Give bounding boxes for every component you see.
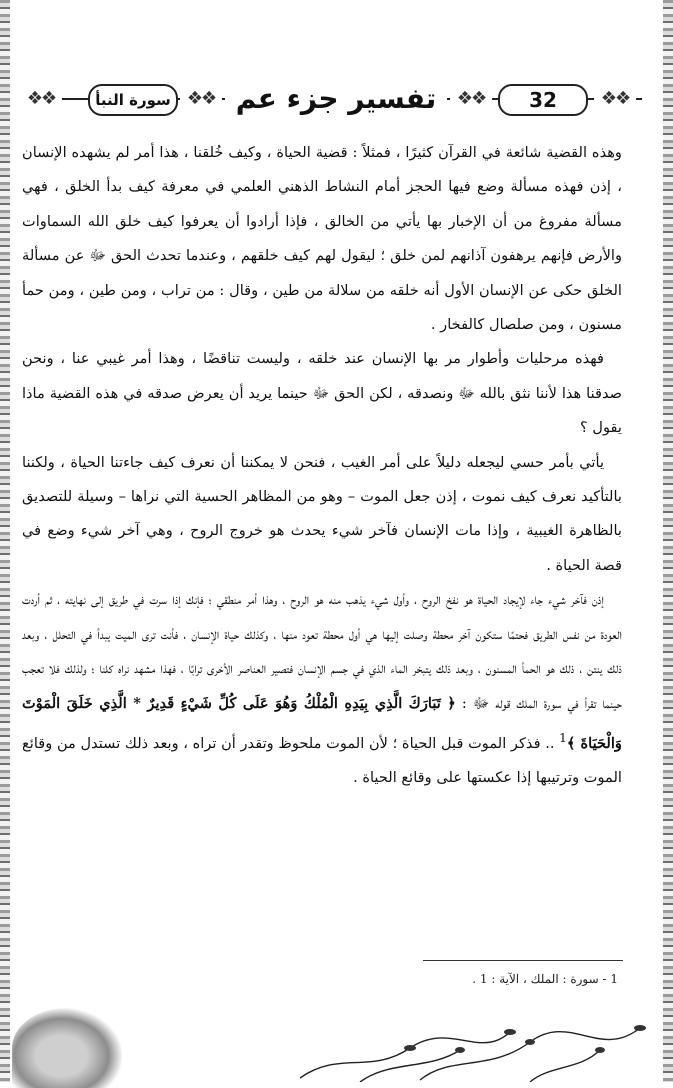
paragraph: وهذه القضية شائعة في القرآن كثيرًا ، فمثلاً : قضية الحياة ، وكيف خُلقنا ، هذا أمر لم يشهده الإنسان ، إذن فهذه مسألة وضع فيها الحجز أمام النشاط الذهني العلمي في معرفة كيف بدأ الخلق ، فهي مسألة مفروغ من أن الإخبار بها يأتي من الخالق ، فإذا أرادوا أن يعرفوا كيف خلق الله السماوات والأرض فإنهم يرهفون آذانهم لمن خلق ؛ ليقول لهم كيف خلقهم ، وعندما تحدث الحق ﷻ عن مسألة الخلق حكى عن الإنسان الأول أنه خلقه من سلالة من طين ، وقال : من تراب ، ومن طين ، ومن حمأ مسنون ، ومن صلصال كالفخار .	[22, 144, 622, 334]
paragraph-text: .. فذكر الموت قبل الحياة ؛ لأن الموت ملحوظ وتقدر أن تراه ، وبعد ذلك تستدل من وقائع الموت وترتيبها إذا عكستها على وقائع الحياة .	[22, 734, 622, 787]
floral-ornament-icon: ❖❖	[594, 84, 636, 112]
footnote: 1 - سورة : الملك ، الآية : 1 .	[472, 972, 618, 986]
tafsir-text	[22, 136, 622, 796]
surah-name: سورة النبأ	[88, 84, 178, 116]
left-page-border	[0, 0, 10, 1082]
book-title: تفسير جزء عم	[225, 78, 447, 118]
footnote-marker: 1	[559, 730, 567, 745]
floral-ornament-icon: ❖❖	[20, 84, 62, 112]
floral-ornament-icon: ❖❖	[180, 84, 222, 112]
page-number: 32	[498, 84, 588, 116]
right-page-border	[663, 0, 673, 1082]
paragraph	[22, 583, 622, 795]
author-portrait	[12, 1008, 122, 1088]
paragraph: يأتي بأمر حسي ليجعله دليلاً على أمر الغيب ، فنحن لا يمكننا أن نعرف كيف جاءتنا الحياة ، ولكننا بالتأكيد نعرف كيف نموت ، إذن جعل الموت – وهو من المظاهر الحسية التي نراها – وسيلة للتصديق بالظاهرة الغيبية ، وإذا مات الإنسان فآخر شيء يحدث هو خروج الروح ، وهي آخر شيء وضع في قصة الحياة .	[22, 453, 622, 574]
floral-ornament-icon: ❖❖	[450, 84, 492, 112]
page-header	[20, 70, 642, 128]
floral-decoration	[300, 1020, 659, 1082]
quran-verse: ﴿ تَبَارَكَ الَّذِي بِيَدِهِ الْمُلْكُ وَهُوَ عَلَى كُلِّ شَيْءٍ قَدِيرٌ * الَّذِي خَلَقَ الْمَوْتَ وَالْحَيَاةَ ﴾	[22, 694, 622, 752]
footnote-rule	[423, 960, 623, 961]
paragraph: فهذه مرحليات وأطوار مر بها الإنسان عند خلقه ، وليست تناقضًا ، وهذا أمر غيبي عنا ، ونحن صدقنا هذا لأننا نثق بالله ﷻ ونصدقه ، لكن الحق ﷻ حينما يريد أن يعرض صدقه في هذه القضية ماذا يقول ؟	[22, 350, 622, 437]
paragraph-text: إذن فآخر شيء جاء لإيجاد الحياة هو نفخ الروح ، وأول شيء يذهب منه هو الروح ، وهذا أمر منطقي ؛ فإنك إذا سرت في طريق إلى نهايته ، ثم أردت العودة من نفس الطريق فحتمًا ستكون آخر محطة وصلت إليها هي أول محطة تعود منها ، وكذلك حياة الإنسان ، فأنت ترى الميت يبدأ في التحلل ، وبعد ذلك ينتن ، ذلك هو الحمأ المسنون ، وبعد ذلك يتبخر الماء الذي في جسم الإنسان فتصير العناصر الأخرى ترابًا ، فهذا مشهد نراه كلنا ؛ ولذلك فلا تعجب حينما تقرأ في سورة الملك قوله ﷻ :	[22, 591, 622, 712]
